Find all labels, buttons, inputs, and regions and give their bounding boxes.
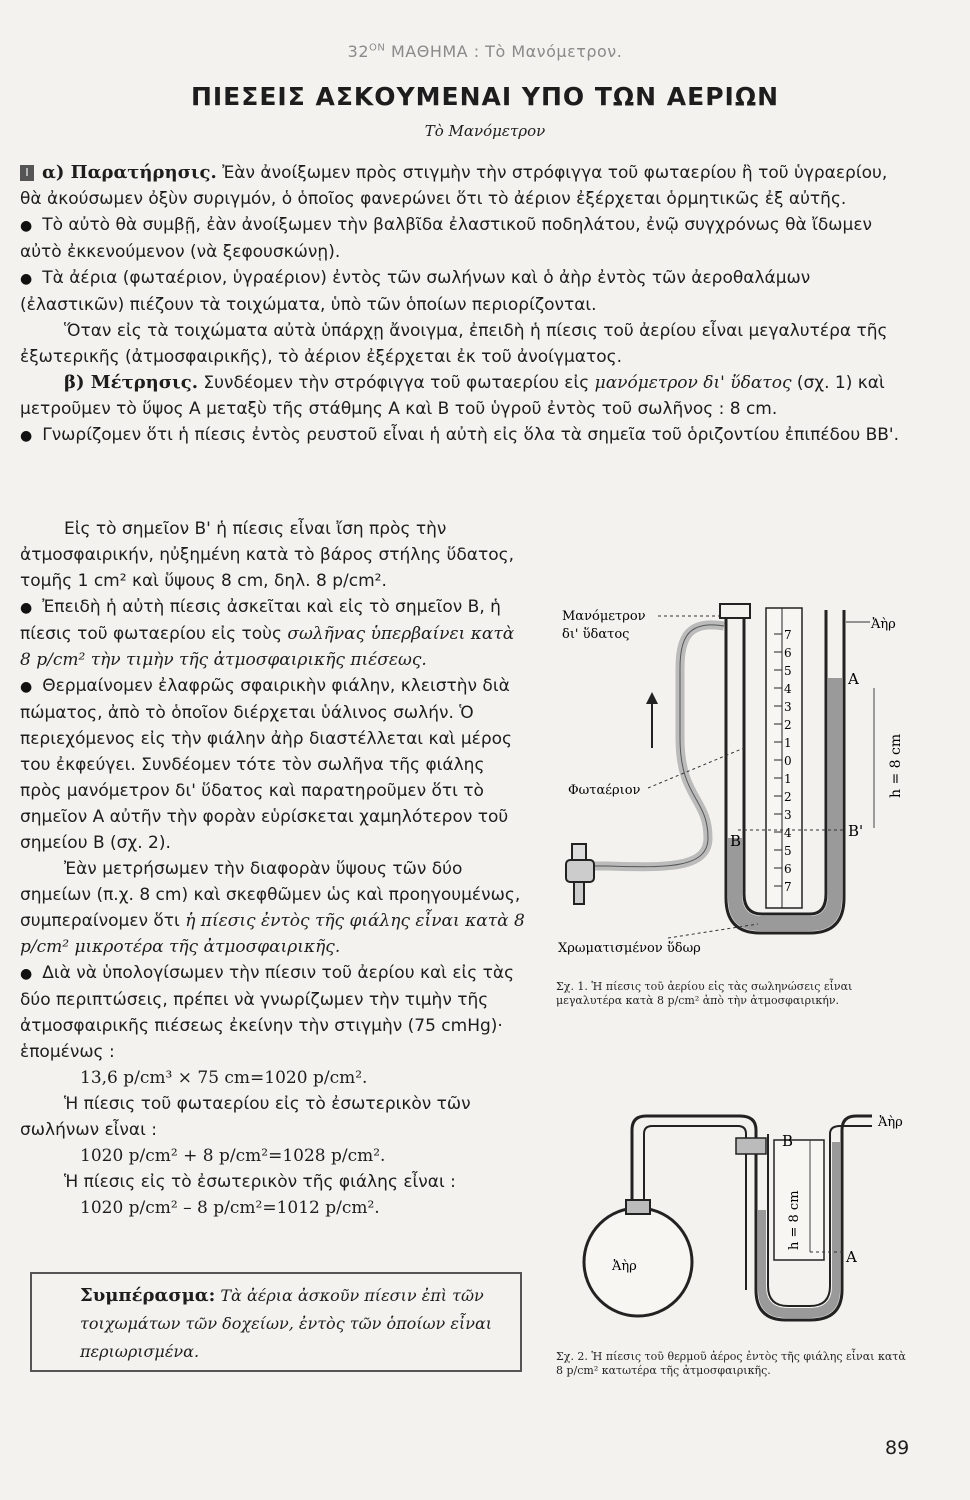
fig1-label-manometer-1: Μανόμετρον [562,609,646,624]
fig1-inlet-cap [720,604,750,618]
running-head-text: ΜΑΘΗΜΑ : Τὸ Μανόμετρον. [390,42,623,61]
fig2-h-label: h = 8 cm [787,1190,802,1250]
page-title: ΠΙΕΣΕΙΣ ΑΣΚΟΥΜΕΝΑΙ ΥΠΟ ΤΩΝ ΑΕΡΙΩΝ [190,82,780,111]
narrow-column-text [20,516,530,1221]
paragraph-point-b-italic: σωλῆνας ὑπερβαίνει κατὰ 8 p/cm² τὴν τιμὴν τῆς ἀτμοσφαιρικῆς πιέσεως. [20,624,515,670]
fig2-label-b: Β [782,1132,794,1150]
figure-2-caption: Σχ. 2. Ἡ πίεσις τοῦ θερμοῦ ἀέρος ἐντὸς τῆς φιάλης εἶναι κατὰ 8 p/cm² κατωτέρα τῆς ἀτμοσφαιρικῆς. [556,1350,906,1377]
fig2-label-a: Α [846,1248,857,1266]
heading-measurement: β) Μέτρησις. [64,372,198,393]
fig1-scale-tick-label: 2 [784,790,792,804]
lesson-number-suffix: ΟΝ [369,42,386,54]
fig1-scale-tick-label: 6 [784,646,792,660]
section-marker: I [20,165,34,181]
fig1-tap-stem [574,882,584,904]
fig2-stopper [626,1200,650,1214]
fig1-scale-tick-label: 3 [784,808,792,822]
fig1-label-a: Α [848,670,859,688]
fig1-scale-tick-label: 4 [784,826,792,840]
paragraph-bicycle: Τὸ αὐτὸ θὰ συμβῇ, ἐὰν ἀνοίξωμεν τὴν βαλβῖδα ἐλαστικοῦ ποδηλάτου, ἐνῷ συγχρόνως θὰ ἴδωμεν αὐτὸ ἐκκενούμενον (νὰ ξεφουσκώνῃ). [20,215,873,262]
fig2-label-air-flask: Ἀὴρ [612,1259,637,1274]
paragraph-difference-italic: ἡ πίεσις ἐντὸς τῆς φιάλης εἶναι κατὰ 8 p/cm² μικροτέρα τῆς ἀτμοσφαιρικῆς. [20,911,525,957]
page-number: 89 [885,1437,910,1459]
fig2-rubber-joint [736,1138,766,1154]
fig1-scale-tick-label: 5 [784,664,792,678]
bullet-icon: ● [20,218,33,234]
lesson-number: 32 [347,42,370,61]
paragraph-flask: Θερμαίνομεν ἐλαφρῶς σφαιρικὴν φιάλην, κλειστὴν διὰ πώματος, ἀπὸ τὸ ὁποῖον διέρχεται ὑάλινος σωλήν. Ὁ περιεχόμενος εἰς τὴν φιάλην ἀὴρ διαστέλλεται καὶ μέρος του ἐκφεύγει. Συνδέομεν τότε τὸν σωλῆνα τῆς φιάλης πρὸς μανόμετρον δι' ὕδατος καὶ παρατηροῦμεν ὅτι τὸ σημεῖον Α αὐτῆν τὴν φορὰν εὑρίσκεται χαμηλότερον τοῦ σημείου Β (σχ. 2). [20,676,512,853]
measurement-text-2: (σχ. 1) καὶ μετροῦμεν τὸ ὕψος Α μεταξὺ τῆς στάθμης Α καὶ Β τοῦ ὑγροῦ ἐντὸς τοῦ σωλῆνος : 8 cm. [20,373,885,419]
fig1-scale-tick-label: 1 [784,772,792,786]
fig1-label-b: Β [730,832,742,850]
figure-1-manometer [548,598,928,968]
calculation-flask: 1020 p/cm² – 8 p/cm²=1012 p/cm². [80,1198,380,1218]
fig1-scale-tick-label: 6 [784,862,792,876]
conclusion-text: Τὰ ἀέρια ἀσκοῦν πίεσιν ἐπὶ τῶν τοιχωμάτων τῶν δοχείων, ἐντὸς τῶν ὁποίων εἶναι περιωρισμένα. [80,1286,493,1361]
paragraph-observation: Ἐὰν ἀνοίξωμεν πρὸς στιγμὴν τὴν στρόφιγγα τοῦ φωταερίου ἢ τοῦ ὑγραερίου, θὰ ἀκούσωμεν ὀξὺν συριγμόν, ὁ ὁποῖος φανερώνει ὅτι τὸ ἀέριον ἐξέρχεται ὁρμητικῶς ἐξ αὐτῆς. [20,163,888,209]
conclusion-label: Συμπέρασμα: [80,1285,216,1306]
fig1-arrow-head-icon [646,692,658,704]
fig1-scale-tick-label: 4 [784,682,792,696]
paragraph-point-b: Ἐπειδὴ ἡ αὐτὴ πίεσις ἀσκεῖται καὶ εἰς τὸ σημεῖον Β, ἡ πίεσις τοῦ φωταερίου εἰς τοὺς [20,597,501,644]
fig1-label-manometer-2: δι' ὕδατος [562,627,630,642]
paragraph-fluid-pressure: Γνωρίζομεν ὅτι ἡ πίεσις ἐντὸς ρευστοῦ εἶναι ἡ αὐτὴ εἰς ὅλα τὰ σημεῖα τοῦ ὁριζοντίου ἐπιπέδου ΒΒ'. [42,425,899,445]
paragraph-calculate: Διὰ νὰ ὑπολογίσωμεν τὴν πίεσιν τοῦ ἀερίου καὶ εἰς τὰς δύο περιπτώσεις, πρέπει νὰ γνωρίζωμεν τὴν τιμὴν τῆς ἀτμοσφαιρικῆς πιέσεως ἐκείνην τὴν στιγμὴν (75 cmHg)· ἑπομένως : [20,963,515,1062]
bullet-icon: ● [20,428,33,444]
fig1-scale-tick-label: 7 [784,628,792,642]
fig1-scale-tick-label: 0 [784,754,792,768]
measurement-text-1: Συνδέομεν τὴν στρόφιγγα τοῦ φωταερίου εἰς [203,373,590,393]
fig1-scale-tick-label: 3 [784,700,792,714]
fig1-rubber-hose [588,625,724,867]
page-subtitle: Τὸ Μανόμετρον [424,122,546,140]
paragraph-opening: Ὅταν εἰς τὰ τοιχώματα αὐτὰ ὑπάρχῃ ἄνοιγμα, ἐπειδὴ ἡ πίεσις τοῦ ἀερίου εἶναι μεγαλυτέρα τῆς ἐξωτερικῆς (ἀτμοσφαιρικῆς), τὸ ἀέριον ἐξέρχεται ἐκ τοῦ ἀνοίγματος. [20,321,888,367]
paragraph-flask-pressure: Ἡ πίεσις εἰς τὸ ἐσωτερικὸν τῆς φιάλης εἶναι : [64,1172,456,1192]
paragraph-difference: Ἐὰν μετρήσωμεν τὴν διαφορὰν ὕψους τῶν δύο σημείων (π.χ. 8 cm) καὶ σκεφθῶμεν ὡς καὶ προηγουμένως, συμπεραίνομεν ὅτι [20,859,521,931]
fig1-label-air: Ἀὴρ [871,617,896,632]
conclusion-box [30,1272,522,1372]
bullet-icon: ● [20,679,33,695]
full-width-text [20,160,910,449]
fig1-label-gas: Φωταέριον [568,783,641,798]
paragraph-point-bprime: Εἰς τὸ σημεῖον Β' ἡ πίεσις εἶναι ἴση πρὸς τὴν ἀτμοσφαιρικήν, ηὐξημένη κατὰ τὸ βάρος στήλης ὕδατος, τομῆς 1 cm² καὶ ὕψους 8 cm, δηλ. 8 p/cm². [20,519,514,591]
bullet-icon: ● [20,966,33,982]
fig1-tap-handle-icon [572,844,586,860]
calculation-atmospheric: 13,6 p/cm³ × 75 cm=1020 p/cm². [80,1068,368,1088]
fig2-flask [584,1208,692,1316]
fig1-gas-leader [648,748,744,788]
figure-2-flask [560,1100,920,1340]
fig1-h-label: h = 8 cm [888,733,904,798]
fig1-scale-tick-label: 5 [784,844,792,858]
calculation-gas: 1020 p/cm² + 8 p/cm²=1028 p/cm². [80,1146,386,1166]
figure-1-caption: Σχ. 1. Ἡ πίεσις τοῦ ἀερίου εἰς τὰς σωληνώσεις εἶναι μεγαλυτέρα κατὰ 8 p/cm² ἀπὸ τὴν ἀτμοσφαιρικήν. [556,980,853,1007]
heading-observation: α) Παρατήρησις. [42,162,217,183]
fig1-scale-tick-label: 1 [784,736,792,750]
bullet-icon: ● [20,600,33,616]
bullet-icon: ● [20,271,33,287]
paragraph-gas-pipes: Ἡ πίεσις τοῦ φωταερίου εἰς τὸ ἐσωτερικὸν τῶν σωλήνων εἶναι : [20,1094,471,1140]
fig1-scale-tick-label: 7 [784,880,792,894]
fig1-label-water: Χρωματισμένον ὕδωρ [558,941,701,956]
fig1-scale-tick-label: 2 [784,718,792,732]
fig1-gas-tap [566,860,594,882]
running-head [0,42,970,61]
fig1-label-bprime: Β' [848,822,864,840]
paragraph-gases: Τὰ ἀέρια (φωταέριον, ὑγραέριον) ἐντὸς τῶν σωλήνων καὶ ὁ ἀὴρ ἐντὸς τῶν ἀεροθαλάμων (ἐλαστικῶν) πιέζουν τὰ τοιχώματα, ὑπὸ τῶν ὁποίων περιορίζονται. [20,268,811,315]
fig2-label-air-right: Ἀὴρ [878,1115,903,1130]
measurement-text-italic: μανόμετρον δι' ὕδατος [594,373,792,393]
